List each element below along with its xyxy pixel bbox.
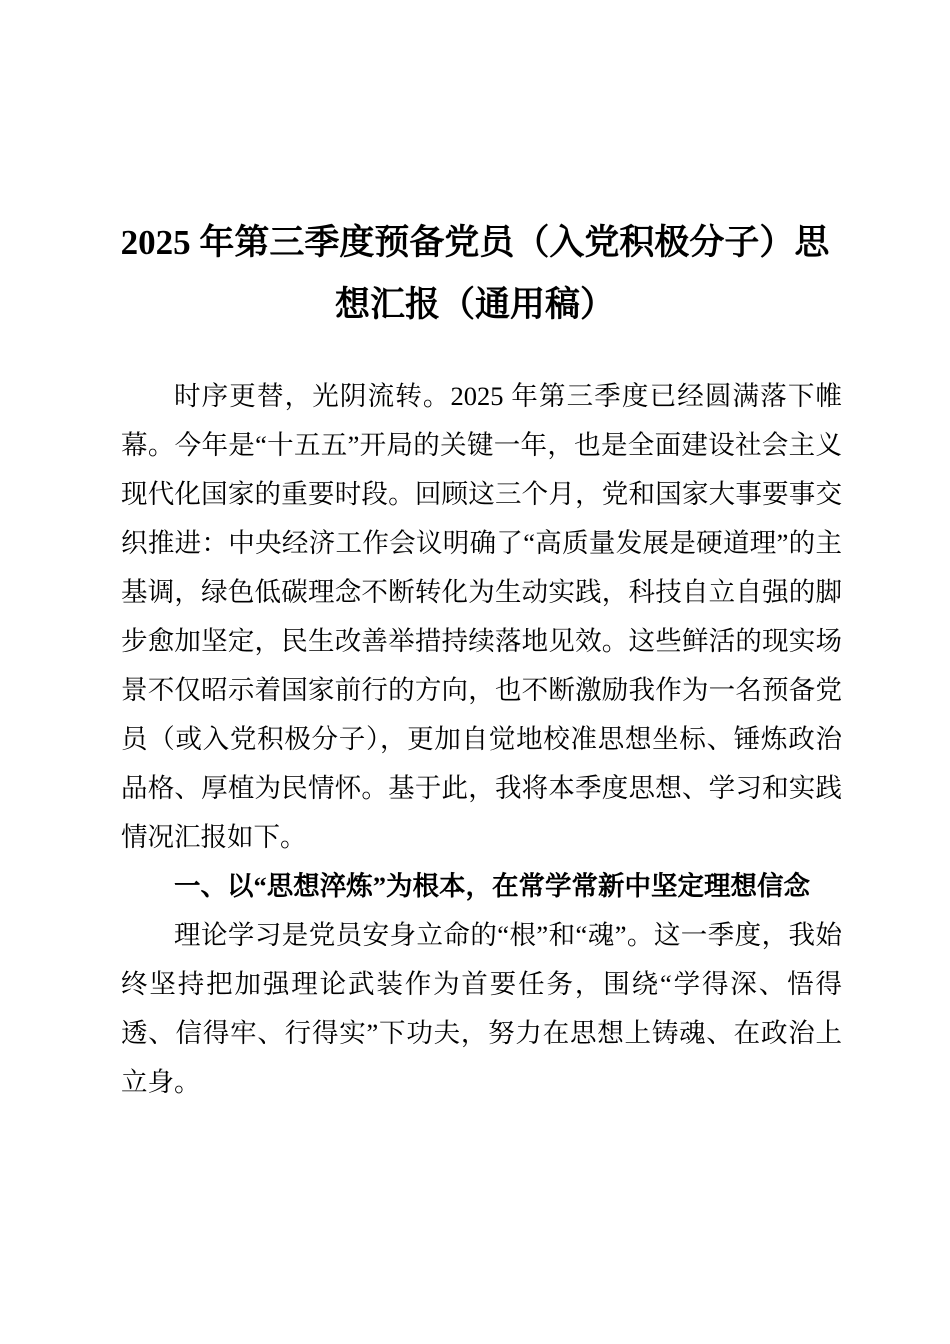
document-body: [121, 372, 842, 1107]
section-heading-1: 一、以“思想淬炼”为根本，在常学常新中坚定理想信念: [174, 871, 810, 901]
paragraph-section-1: 理论学习是党员安身立命的“根”和“魂”。这一季度，我始终坚持把加强理论武装作为首要任务，围绕“学得深、悟得透、信得牢、行得实”下功夫，努力在思想上铸魂、在政治上立身。: [121, 920, 842, 1097]
paragraph-intro: 时序更替，光阴流转。2025 年第三季度已经圆满落下帷幕。今年是“十五五”开局的关键一年，也是全面建设社会主义现代化国家的重要时段。回顾这三个月，党和国家大事要事交织推进：中央经济工作会议明确了“高质量发展是硬道理”的主基调，绿色低碳理念不断转化为生动实践，科技自立自强的脚步愈加坚定，民生改善举措持续落地见效。这些鲜活的现实场景不仅昭示着国家前行的方向，也不断激励我作为一名预备党员（或入党积极分子），更加自觉地校准思想坐标、锤炼政治品格、厚植为民情怀。基于此，我将本季度思想、学习和实践情况汇报如下。: [121, 381, 842, 852]
document-title: 2025 年第三季度预备党员（入党积极分子）思想汇报（通用稿）: [120, 223, 830, 324]
